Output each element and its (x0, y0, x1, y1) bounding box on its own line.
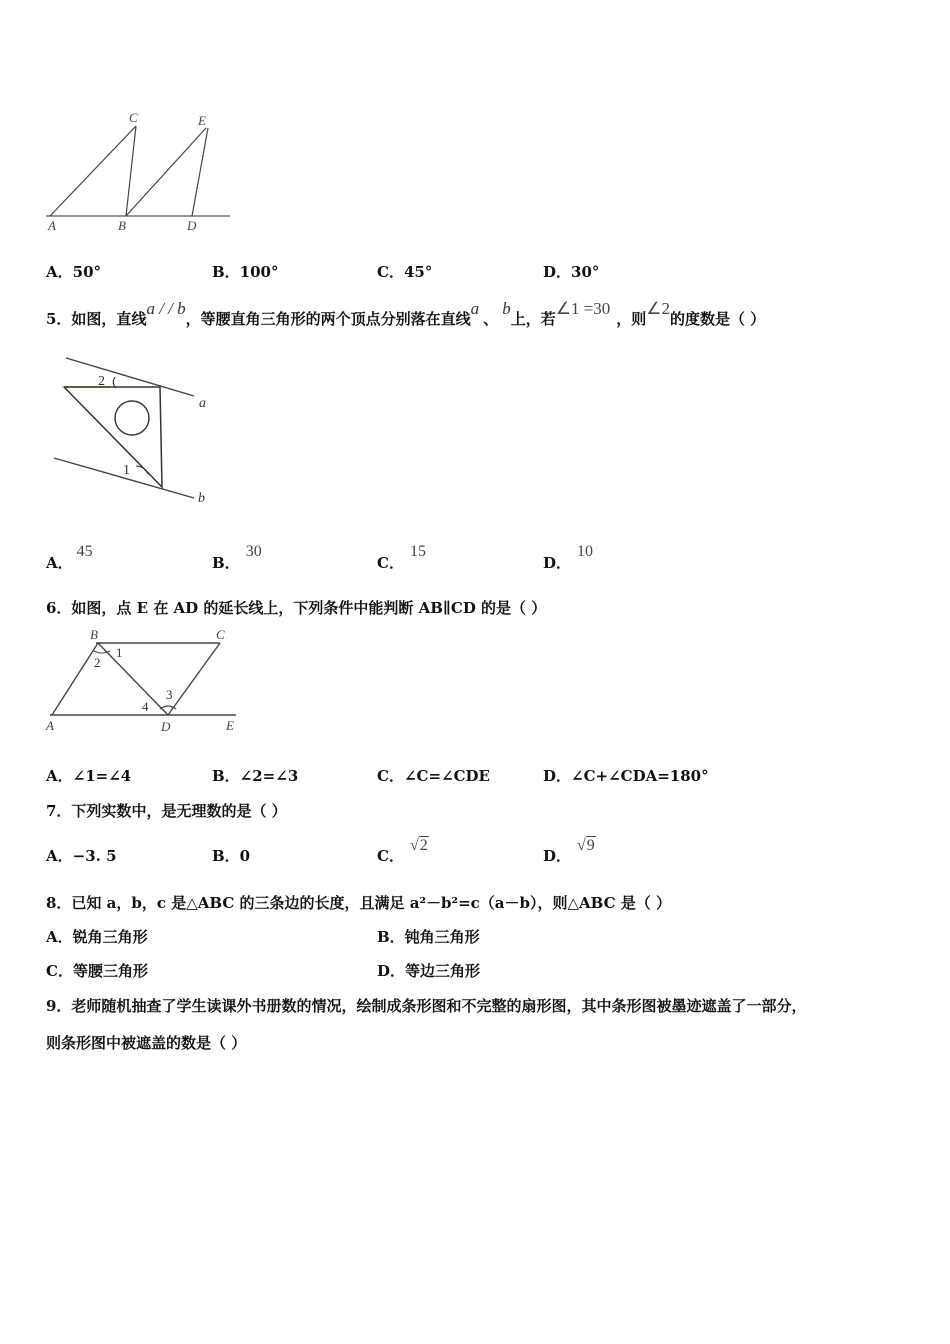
q6-label-b: B (90, 627, 98, 642)
q8-option-d[interactable]: D．等边三角形 (377, 962, 481, 980)
q6-stem: 6．如图，点 E 在 AD 的延长线上，下列条件中能判断 AB∥CD 的是（ ） (46, 599, 547, 617)
q6-option-a[interactable]: A．∠1=∠4 (46, 767, 132, 785)
q4-option-a[interactable]: A．50° (46, 263, 102, 281)
q5-expr-angle2: ∠2 (646, 299, 671, 318)
q8-stem: 8．已知 a，b，c 是△ABC 的三条边的长度，且满足 a²－b²=c（a－b），则△ABC 是（ ） (46, 894, 672, 912)
q6-label-c: C (216, 627, 225, 642)
q6-label-e: E (226, 718, 234, 733)
q4-label-c: C (129, 110, 138, 125)
q5-var-a: a (470, 299, 480, 318)
q6-option-c[interactable]: C．∠C=∠CDE (377, 767, 490, 785)
q5-option-a[interactable] (46, 540, 93, 572)
q6-option-b[interactable]: B．∠2=∠3 (212, 767, 299, 785)
q5-option-c[interactable] (377, 540, 426, 572)
q5-text-2: ，等腰直角三角形的两个顶点分别落在直线 (185, 310, 471, 328)
q6-label-3: 3 (166, 687, 173, 702)
q9-stem-line2: 则条形图中被遮盖的数是（ ） (46, 1034, 247, 1052)
q7-option-c-radicand: 2 (419, 837, 428, 854)
q5-figure (48, 350, 218, 510)
q5-option-c-value: 15 (409, 543, 426, 560)
q5-option-b-letter: B． (212, 554, 240, 572)
q5-option-d-letter: D． (543, 554, 572, 572)
q5-stem (46, 298, 766, 328)
q4-segment-ac (50, 126, 136, 216)
q5-expr-a-parallel-b: a / / b (146, 299, 186, 318)
q7-option-d-letter: D． (543, 847, 572, 865)
q5-label-angle1: 1 (123, 463, 130, 478)
q7-option-c-letter: C． (377, 847, 404, 865)
q7-option-c-sqrt: √2 (409, 837, 428, 854)
q4-figure (40, 105, 240, 240)
q5-option-a-letter: A． (46, 554, 73, 572)
q6-option-d[interactable]: D．∠C+∠CDA=180° (543, 767, 709, 785)
q8-option-b[interactable]: B．钝角三角形 (377, 928, 480, 946)
q6-label-d: D (161, 719, 171, 734)
q5-text-1: 5．如图，直线 (46, 310, 147, 328)
q7-option-c[interactable] (377, 834, 429, 865)
q4-option-d[interactable]: D．30° (543, 263, 600, 281)
q7-option-d-sqrt: √9 (577, 837, 595, 854)
q5-line-a (66, 358, 194, 396)
q5-option-b-value: 30 (245, 543, 262, 560)
q5-expr-angle1: ∠1 =30 (555, 299, 611, 318)
q7-stem: 7．下列实数中，是无理数的是（ ） (46, 802, 287, 820)
q4-label-b: B (118, 218, 126, 233)
q7-option-d[interactable] (543, 834, 596, 865)
q6-label-2: 2 (94, 655, 101, 670)
q5-text-5: 的度数是（ ） (670, 310, 766, 328)
q5-option-b[interactable] (212, 540, 262, 572)
q8-option-a[interactable]: A．锐角三角形 (46, 928, 148, 946)
q6-label-1: 1 (116, 645, 123, 660)
q6-label-a: A (46, 718, 54, 733)
q7-option-d-radicand: 9 (586, 837, 595, 854)
q5-option-d-value: 10 (577, 543, 594, 560)
q6-segment-ab (52, 643, 98, 715)
q5-text-3: 上，若 (510, 310, 556, 328)
q5-label-line-a: a (199, 396, 206, 411)
q5-var-b: b (502, 299, 511, 318)
q5-label-angle2: 2 (98, 374, 105, 389)
q5-text-4: ，则 (616, 310, 647, 328)
q6-segment-cd (168, 643, 220, 715)
q4-label-e: E (198, 113, 206, 128)
q4-label-a: A (48, 218, 56, 233)
q5-sep: 、 (483, 310, 499, 328)
q5-option-d[interactable] (543, 540, 594, 572)
q7-option-b[interactable]: B．0 (212, 847, 251, 865)
q7-option-a[interactable]: A．−3. 5 (46, 847, 117, 865)
q6-figure (40, 625, 250, 740)
q6-label-4: 4 (142, 699, 149, 714)
q9-stem-line1: 9．老师随机抽查了学生读课外书册数的情况，绘制成条形图和不完整的扇形图，其中条形图被墨迹遮盖了一部分， (46, 997, 807, 1015)
q4-label-d: D (187, 218, 197, 233)
q8-option-c[interactable]: C．等腰三角形 (46, 962, 148, 980)
q4-option-b[interactable]: B．100° (212, 263, 279, 281)
q5-option-a-value: 45 (76, 543, 93, 560)
q5-label-line-b: b (198, 491, 205, 506)
q5-triangle-hole (115, 401, 149, 435)
q4-segment-bc (126, 126, 136, 216)
q6-segment-bd (98, 643, 168, 715)
q4-option-c[interactable]: C．45° (377, 263, 433, 281)
q5-option-c-letter: C． (377, 554, 404, 572)
